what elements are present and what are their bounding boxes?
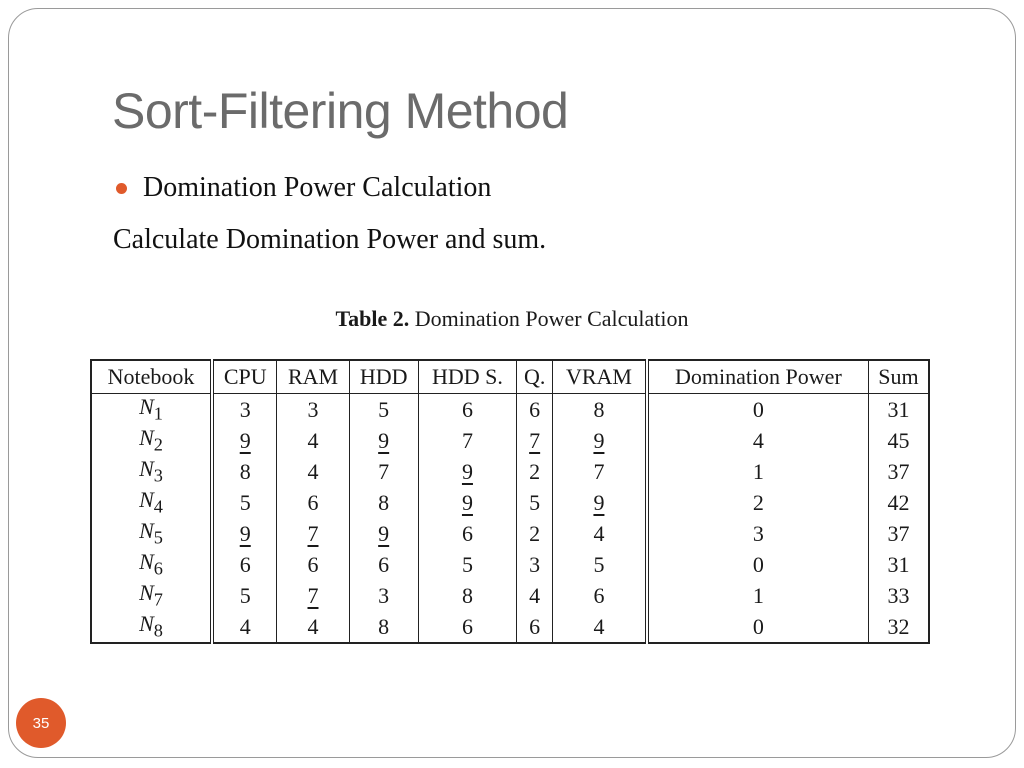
cell-value: 6 (461, 396, 473, 422)
bullet-item (116, 172, 491, 204)
table-cell (553, 580, 647, 611)
cell-value: 5 (239, 582, 251, 608)
cell-value: 8 (239, 458, 251, 484)
table-cell (647, 580, 869, 611)
cell-value: 6 (529, 396, 541, 422)
cell-value: 1 (752, 582, 764, 608)
table-cell (517, 425, 553, 456)
table-cell (517, 394, 553, 426)
table-caption (0, 306, 1024, 332)
notebook-cell (91, 425, 212, 456)
table-cell (349, 549, 418, 580)
table-cell (647, 611, 869, 643)
table-cell (418, 425, 516, 456)
table-header-row (91, 360, 929, 394)
cell-value: 3 (378, 582, 390, 608)
cell-value: 4 (752, 427, 764, 453)
cell-value: 9 (593, 489, 605, 515)
cell-value: 9 (239, 427, 251, 453)
cell-value: 7 (307, 520, 319, 546)
notebook-index: 3 (153, 465, 163, 486)
cell-value: 7 (378, 458, 390, 484)
cell-value: 0 (752, 551, 764, 577)
table-cell (418, 487, 516, 518)
table-cell (517, 549, 553, 580)
table-cell (553, 456, 647, 487)
table-cell (418, 549, 516, 580)
cell-value: 5 (378, 396, 390, 422)
table-cell (418, 611, 516, 643)
cell-value: 4 (307, 427, 319, 453)
col-header-sum: Sum (868, 360, 929, 394)
cell-value: 2 (529, 458, 541, 484)
cell-value: 37 (887, 458, 910, 484)
table-cell (868, 394, 929, 426)
notebook-name: N (139, 425, 154, 451)
cell-value: 8 (593, 396, 605, 422)
table-cell (868, 425, 929, 456)
cell-value: 9 (593, 427, 605, 453)
cell-value: 6 (307, 551, 319, 577)
cell-value: 7 (593, 458, 605, 484)
page-number-badge (16, 698, 66, 748)
table-cell (647, 425, 869, 456)
col-header-ram: RAM (277, 360, 349, 394)
cell-value: 8 (378, 489, 390, 515)
table-cell (868, 456, 929, 487)
notebook-name: N (139, 611, 154, 637)
cell-value: 4 (529, 582, 541, 608)
cell-value: 4 (593, 520, 605, 546)
table-cell (418, 518, 516, 549)
cell-value: 2 (529, 520, 541, 546)
notebook-name: N (139, 394, 154, 420)
table-row (91, 487, 929, 518)
col-header-cpu: CPU (212, 360, 277, 394)
table-cell (277, 487, 349, 518)
table-cell (277, 394, 349, 426)
notebook-cell (91, 518, 212, 549)
table-cell (418, 580, 516, 611)
table-cell (277, 456, 349, 487)
cell-value: 33 (887, 582, 910, 608)
table-cell (349, 425, 418, 456)
table-cell (277, 549, 349, 580)
cell-value: 45 (887, 427, 910, 453)
table-cell (553, 549, 647, 580)
notebook-name: N (139, 518, 154, 544)
table-body (91, 394, 929, 644)
table-cell (212, 549, 277, 580)
table-row (91, 456, 929, 487)
table-cell (517, 580, 553, 611)
notebook-index: 1 (153, 403, 163, 424)
cell-value: 6 (461, 520, 473, 546)
cell-value: 3 (529, 551, 541, 577)
cell-value: 9 (461, 458, 473, 484)
table-cell (553, 518, 647, 549)
cell-value: 31 (887, 551, 910, 577)
cell-value: 8 (378, 613, 390, 639)
col-header-hdd: HDD (349, 360, 418, 394)
table-row (91, 518, 929, 549)
col-header-domination-power: Domination Power (647, 360, 869, 394)
table-cell (212, 518, 277, 549)
table-cell (212, 425, 277, 456)
table-cell (517, 456, 553, 487)
cell-value: 6 (239, 551, 251, 577)
table-cell (277, 580, 349, 611)
cell-value: 3 (239, 396, 251, 422)
cell-value: 6 (529, 613, 541, 639)
cell-value: 7 (461, 427, 473, 453)
table-cell (349, 518, 418, 549)
table-cell (868, 487, 929, 518)
cell-value: 4 (239, 613, 251, 639)
table-row (91, 611, 929, 643)
table-cell (517, 487, 553, 518)
cell-value: 6 (593, 582, 605, 608)
table-cell (349, 487, 418, 518)
cell-value: 31 (887, 396, 910, 422)
col-header-notebook: Notebook (91, 360, 212, 394)
table-cell (553, 487, 647, 518)
table-cell (647, 394, 869, 426)
domination-power-table (90, 359, 930, 644)
notebook-name: N (139, 549, 154, 575)
cell-value: 9 (378, 427, 390, 453)
cell-value: 9 (239, 520, 251, 546)
notebook-cell (91, 456, 212, 487)
table-cell (647, 456, 869, 487)
table-cell (868, 580, 929, 611)
cell-value: 5 (239, 489, 251, 515)
cell-value: 0 (752, 396, 764, 422)
cell-value: 4 (593, 613, 605, 639)
table-cell (517, 611, 553, 643)
notebook-cell (91, 549, 212, 580)
table-cell (277, 518, 349, 549)
notebook-index: 6 (153, 558, 163, 579)
cell-value: 9 (461, 489, 473, 515)
cell-value: 6 (461, 613, 473, 639)
cell-value: 0 (752, 613, 764, 639)
notebook-index: 5 (153, 527, 163, 548)
cell-value: 32 (887, 613, 910, 639)
table-cell (349, 394, 418, 426)
notebook-name: N (139, 456, 154, 482)
notebook-cell (91, 394, 212, 426)
table-cell (647, 518, 869, 549)
bullet-text: Domination Power Calculation (143, 172, 492, 203)
cell-value: 4 (307, 458, 319, 484)
table-row (91, 580, 929, 611)
cell-value: 37 (887, 520, 910, 546)
table-cell (212, 611, 277, 643)
cell-value: 1 (752, 458, 764, 484)
col-header-q: Q. (517, 360, 553, 394)
notebook-index: 8 (153, 620, 163, 641)
table-cell (349, 611, 418, 643)
table-row (91, 549, 929, 580)
table-cell (553, 425, 647, 456)
cell-value: 7 (307, 582, 319, 608)
table-cell (212, 456, 277, 487)
notebook-cell (91, 487, 212, 518)
col-header-vram: VRAM (553, 360, 647, 394)
table-cell (418, 394, 516, 426)
notebook-cell (91, 611, 212, 643)
table-caption-label: Table 2. (335, 306, 410, 331)
table-row (91, 394, 929, 426)
page-number: 35 (32, 714, 50, 732)
table-cell (418, 456, 516, 487)
table-cell (212, 580, 277, 611)
table-cell (868, 518, 929, 549)
table-cell (212, 487, 277, 518)
table-cell (868, 611, 929, 643)
cell-value: 3 (752, 520, 764, 546)
cell-value: 7 (529, 427, 541, 453)
table-caption-text: Domination Power Calculation (414, 306, 689, 331)
cell-value: 4 (307, 613, 319, 639)
cell-value: 42 (887, 489, 910, 515)
cell-value: 3 (307, 396, 319, 422)
notebook-name: N (139, 580, 154, 606)
table-cell (277, 611, 349, 643)
bullet-dot-icon (116, 183, 127, 194)
table-cell (647, 487, 869, 518)
cell-value: 6 (307, 489, 319, 515)
table-cell (553, 611, 647, 643)
table-cell (349, 580, 418, 611)
table-cell (212, 394, 277, 426)
cell-value: 8 (461, 582, 473, 608)
table-cell (517, 518, 553, 549)
table-row (91, 425, 929, 456)
table-cell (553, 394, 647, 426)
cell-value: 5 (593, 551, 605, 577)
cell-value: 9 (378, 520, 390, 546)
table-cell (277, 425, 349, 456)
slide-title: Sort-Filtering Method (112, 83, 569, 139)
table-cell (647, 549, 869, 580)
notebook-index: 2 (153, 434, 163, 455)
notebook-index: 4 (153, 496, 163, 517)
cell-value: 6 (378, 551, 390, 577)
cell-value: 5 (529, 489, 541, 515)
cell-value: 5 (461, 551, 473, 577)
cell-value: 2 (752, 489, 764, 515)
col-header-hdd-s: HDD S. (418, 360, 516, 394)
table-cell (349, 456, 418, 487)
table-cell (868, 549, 929, 580)
notebook-name: N (139, 487, 154, 513)
notebook-cell (91, 580, 212, 611)
notebook-index: 7 (153, 589, 163, 610)
body-text: Calculate Domination Power and sum. (113, 224, 547, 255)
